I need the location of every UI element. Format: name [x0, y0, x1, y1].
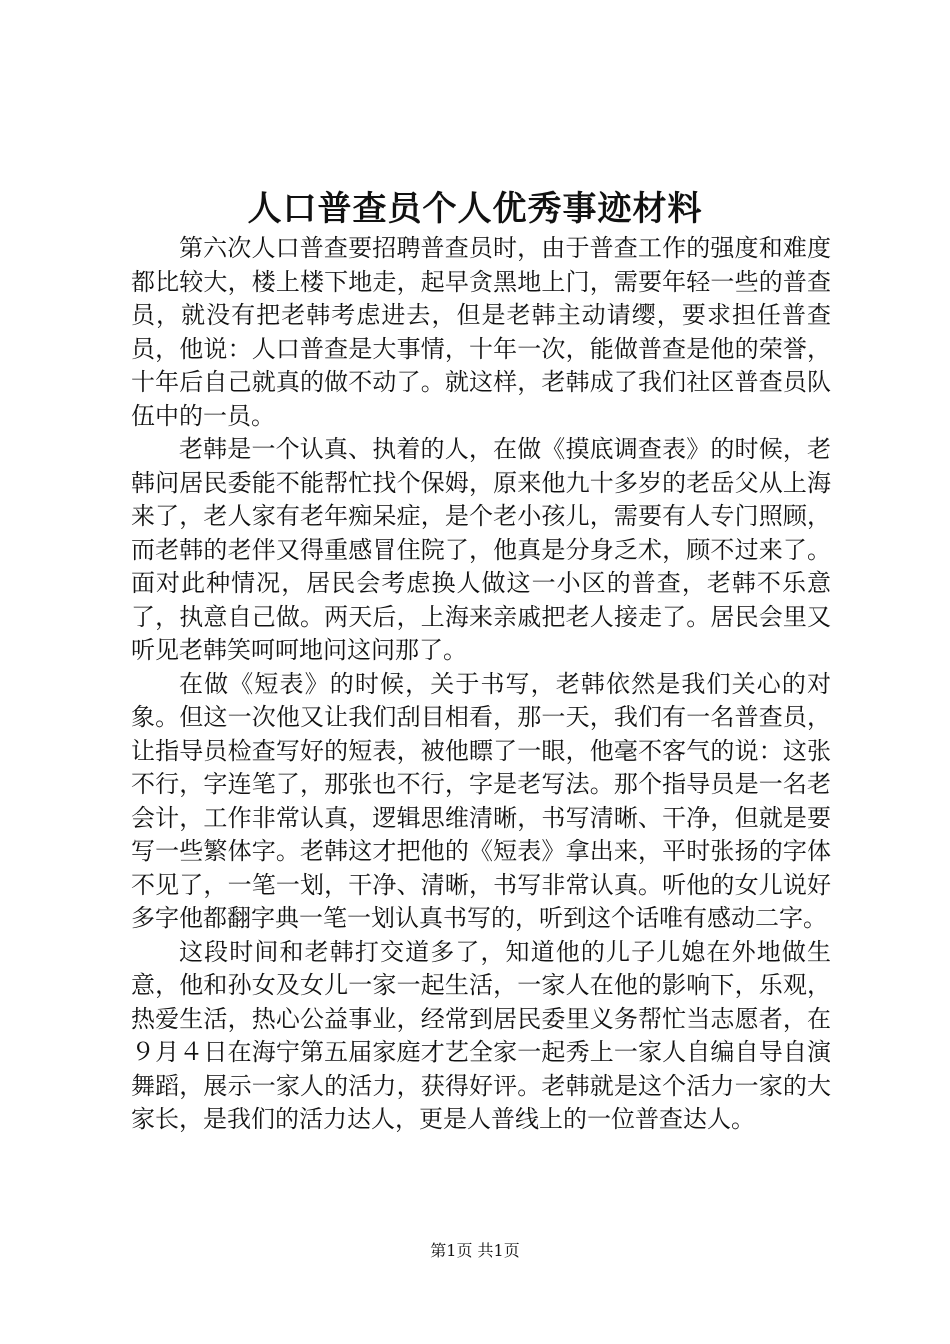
- paragraph-4: 这段时间和老韩打交道多了，知道他的儿子儿媳在外地做生意，他和孙女及女儿一家一起生活，一家人在他的影响下，乐观，热爱生活，热心公益事业，经常到居民委里义务帮忙当志愿者，在９月４日在海宁第五届家庭才艺全家一起秀上一家人自编自导自演舞蹈，展示一家人的活力，获得好评。老韩就是这个活力一家的大家长，是我们的活力达人，更是人普线上的一位普查达人。: [131, 937, 831, 1133]
- document-title: 人口普查员个人优秀事迹材料: [247, 189, 703, 229]
- paragraph-1: 第六次人口普查要招聘普查员时，由于普查工作的强度和难度都比较大，楼上楼下地走，起早贪黑地上门，需要年轻一些的普查员，就没有把老韩考虑进去，但是老韩主动请缨，要求担任普查员，他说：人口普查是大事情，十年一次，能做普查是他的荣誉，十年后自己就真的做不动了。就这样，老韩成了我们社区普查员队伍中的一员。: [131, 234, 831, 430]
- document-body: [131, 232, 831, 1137]
- paragraph-3: 在做《短表》的时候，关于书写，老韩依然是我们关心的对象。但这一次他又让我们刮目相看，那一天，我们有一名普查员，让指导员检查写好的短表，被他瞟了一眼，他毫不客气的说：这张不行，字连笔了，那张也不行，字是老写法。那个指导员是一名老会计，工作非常认真，逻辑思维清晰，书写清晰、干净，但就是要写一些繁体字。老韩这才把他的《短表》拿出来，平时张扬的字体不见了，一笔一划，干净、清晰，书写非常认真。听他的女儿说好多字他都翻字典一笔一划认真书写的，听到这个话唯有感动二字。: [131, 669, 831, 932]
- paragraph-2: 老韩是一个认真、执着的人，在做《摸底调查表》的时候，老韩问居民委能不能帮忙找个保姆，原来他九十多岁的老岳父从上海来了，老人家有老年痴呆症，是个老小孩儿，需要有人专门照顾，而老韩的老伴又得重感冒住院了，他真是分身乏术，顾不过来了。面对此种情况，居民会考虑换人做这一小区的普查，老韩不乐意了，执意自己做。两天后，上海来亲戚把老人接走了。居民会里又听见老韩笑呵呵地问这问那了。: [131, 435, 831, 664]
- page-footer: 第1页 共1页: [430, 1241, 520, 1260]
